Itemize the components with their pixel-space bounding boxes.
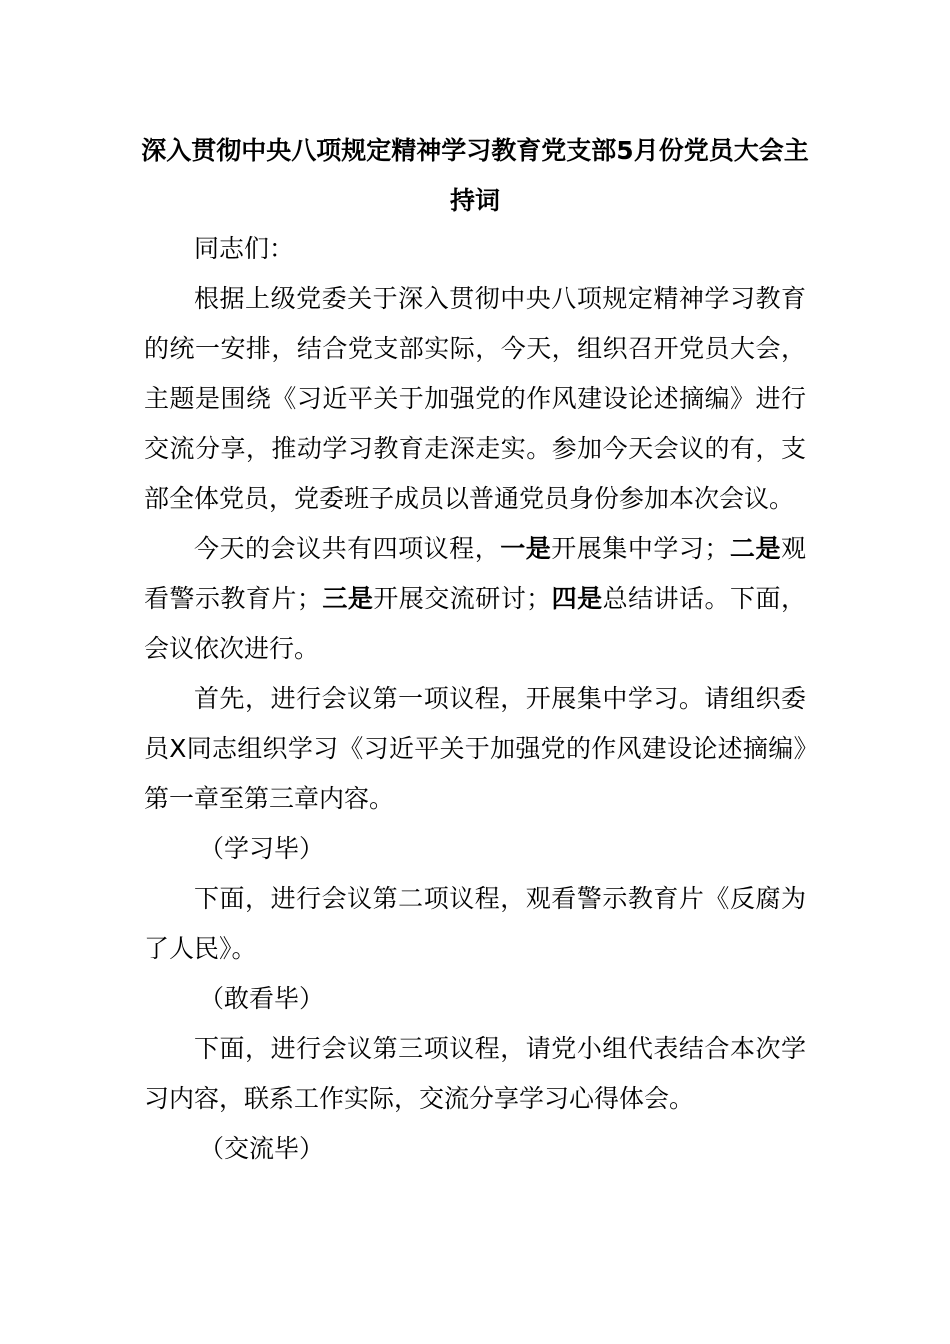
agenda-intro: 今天的会议共有四项议程， [194, 534, 501, 563]
paragraph-first-item: 首先，进行会议第一项议程，开展集中学习。请组织委员X同志组织学习《习近平关于加强党的作风建设论述摘编》第一章至第三章内容。 [144, 684, 806, 813]
paragraph-third-item: 下面，进行会议第三项议程，请党小组代表结合本次学习内容，联系工作实际，交流分享学习心得体会。 [144, 1034, 806, 1113]
agenda-item1-text: 开展集中学习； [551, 534, 730, 563]
note-exchange-done: （交流毕） [199, 1134, 325, 1163]
agenda-item2-label: 二是 [729, 534, 781, 563]
note-video-done: （敢看毕） [199, 984, 325, 1013]
note-study-done: （学习毕） [199, 834, 325, 863]
document-title: 深入贯彻中央八项规定精神学习教育党支部5月份党员大会主持词 [141, 136, 809, 215]
agenda-item1-label: 一是 [500, 534, 552, 563]
agenda-item4-text: 总结讲话。下面，会议依次进行。 [144, 584, 806, 663]
greeting: 同志们： [194, 234, 295, 263]
agenda-item4-label: 四是 [551, 584, 603, 613]
agenda-item2-text: 观看警示教育片； [144, 534, 806, 613]
agenda-item3-label: 三是 [321, 584, 374, 613]
document-body [144, 224, 806, 1174]
paragraph-agenda [144, 524, 806, 674]
paragraph-second-item: 下面，进行会议第二项议程，观看警示教育片《反腐为了人民》。 [144, 884, 806, 963]
agenda-item3-text: 开展交流研讨； [373, 584, 552, 613]
paragraph-intro: 根据上级党委关于深入贯彻中央八项规定精神学习教育的统一安排，结合党支部实际，今天，组织召开党员大会，主题是围绕《习近平关于加强党的作风建设论述摘编》进行交流分享，推动学习教育走深走实。参加今天会议的有，支部全体党员，党委班子成员以普通党员身份参加本次会议。 [144, 284, 806, 513]
